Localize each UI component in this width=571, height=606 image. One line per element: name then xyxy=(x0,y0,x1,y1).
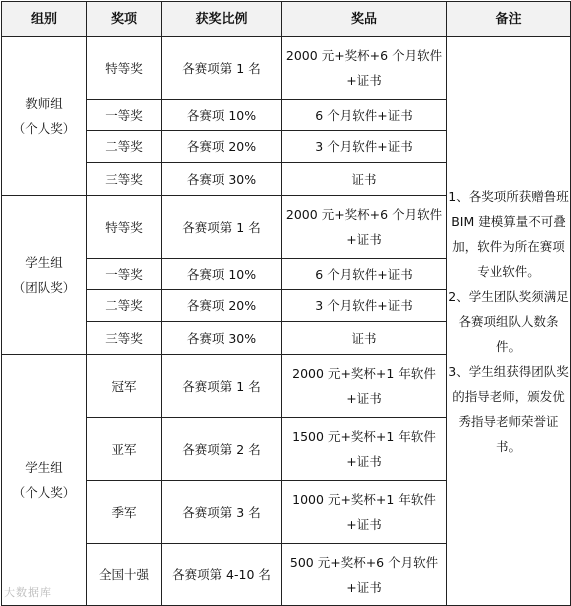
ratio-cell: 各赛项 20% xyxy=(162,131,282,163)
award-cell: 亚军 xyxy=(87,418,162,481)
group-name: 学生组 xyxy=(25,460,63,475)
ratio-cell: 各赛项 20% xyxy=(162,290,282,322)
award-cell: 季军 xyxy=(87,481,162,544)
prize-cell: 2000 元+奖杯+1 年软件+证书 xyxy=(282,355,447,418)
header-prize: 奖品 xyxy=(282,2,447,37)
group-cell-student-team xyxy=(2,196,87,355)
prize-cell: 1500 元+奖杯+1 年软件+证书 xyxy=(282,418,447,481)
ratio-cell: 各赛项第 1 名 xyxy=(162,37,282,100)
ratio-cell: 各赛项 10% xyxy=(162,100,282,131)
prize-cell: 3 个月软件+证书 xyxy=(282,290,447,322)
award-cell: 冠军 xyxy=(87,355,162,418)
ratio-cell: 各赛项第 3 名 xyxy=(162,481,282,544)
watermark-logo: 大数据库 xyxy=(4,586,52,599)
prize-cell: 证书 xyxy=(282,322,447,355)
prize-cell: 1000 元+奖杯+1 年软件+证书 xyxy=(282,481,447,544)
ratio-cell: 各赛项第 2 名 xyxy=(162,418,282,481)
group-name: 教师组 xyxy=(25,96,63,111)
note-3: 3、学生组获得团队奖的指导老师，颁发优秀指导老师荣誉证书。 xyxy=(448,363,569,454)
notes-cell xyxy=(447,37,571,606)
table-row xyxy=(2,37,571,100)
header-group: 组别 xyxy=(2,2,87,37)
award-cell: 二等奖 xyxy=(87,290,162,322)
header-row xyxy=(2,2,571,37)
prize-cell: 3 个月软件+证书 xyxy=(282,131,447,163)
award-cell: 二等奖 xyxy=(87,131,162,163)
prize-cell: 证书 xyxy=(282,163,447,196)
header-award: 奖项 xyxy=(87,2,162,37)
ratio-cell: 各赛项第 1 名 xyxy=(162,196,282,259)
group-sub: （个人奖） xyxy=(12,121,76,136)
group-cell-teacher xyxy=(2,37,87,196)
award-cell: 一等奖 xyxy=(87,259,162,290)
prize-cell: 2000 元+奖杯+6 个月软件+证书 xyxy=(282,37,447,100)
award-cell: 特等奖 xyxy=(87,196,162,259)
award-cell: 一等奖 xyxy=(87,100,162,131)
prize-cell: 2000 元+奖杯+6 个月软件+证书 xyxy=(282,196,447,259)
header-notes: 备注 xyxy=(447,2,571,37)
prize-cell: 500 元+奖杯+6 个月软件+证书 xyxy=(282,544,447,606)
ratio-cell: 各赛项第 1 名 xyxy=(162,355,282,418)
ratio-cell: 各赛项第 4-10 名 xyxy=(162,544,282,606)
award-cell: 三等奖 xyxy=(87,322,162,355)
ratio-cell: 各赛项 30% xyxy=(162,322,282,355)
group-name: 学生组 xyxy=(25,255,63,270)
prize-cell: 6 个月软件+证书 xyxy=(282,259,447,290)
award-cell: 全国十强 xyxy=(87,544,162,606)
award-cell: 三等奖 xyxy=(87,163,162,196)
note-1: 1、各奖项所获赠鲁班 BIM 建模算量不可叠加，软件为所在赛项专业软件。 xyxy=(448,188,569,279)
award-cell: 特等奖 xyxy=(87,37,162,100)
awards-table xyxy=(1,1,571,606)
group-sub: （团队奖） xyxy=(12,280,76,295)
prize-cell: 6 个月软件+证书 xyxy=(282,100,447,131)
group-cell-student-individual xyxy=(2,355,87,606)
ratio-cell: 各赛项 10% xyxy=(162,259,282,290)
ratio-cell: 各赛项 30% xyxy=(162,163,282,196)
header-ratio: 获奖比例 xyxy=(162,2,282,37)
group-sub: （个人奖） xyxy=(12,485,76,500)
note-2: 2、学生团队奖须满足各赛项组队人数条件。 xyxy=(448,288,569,354)
